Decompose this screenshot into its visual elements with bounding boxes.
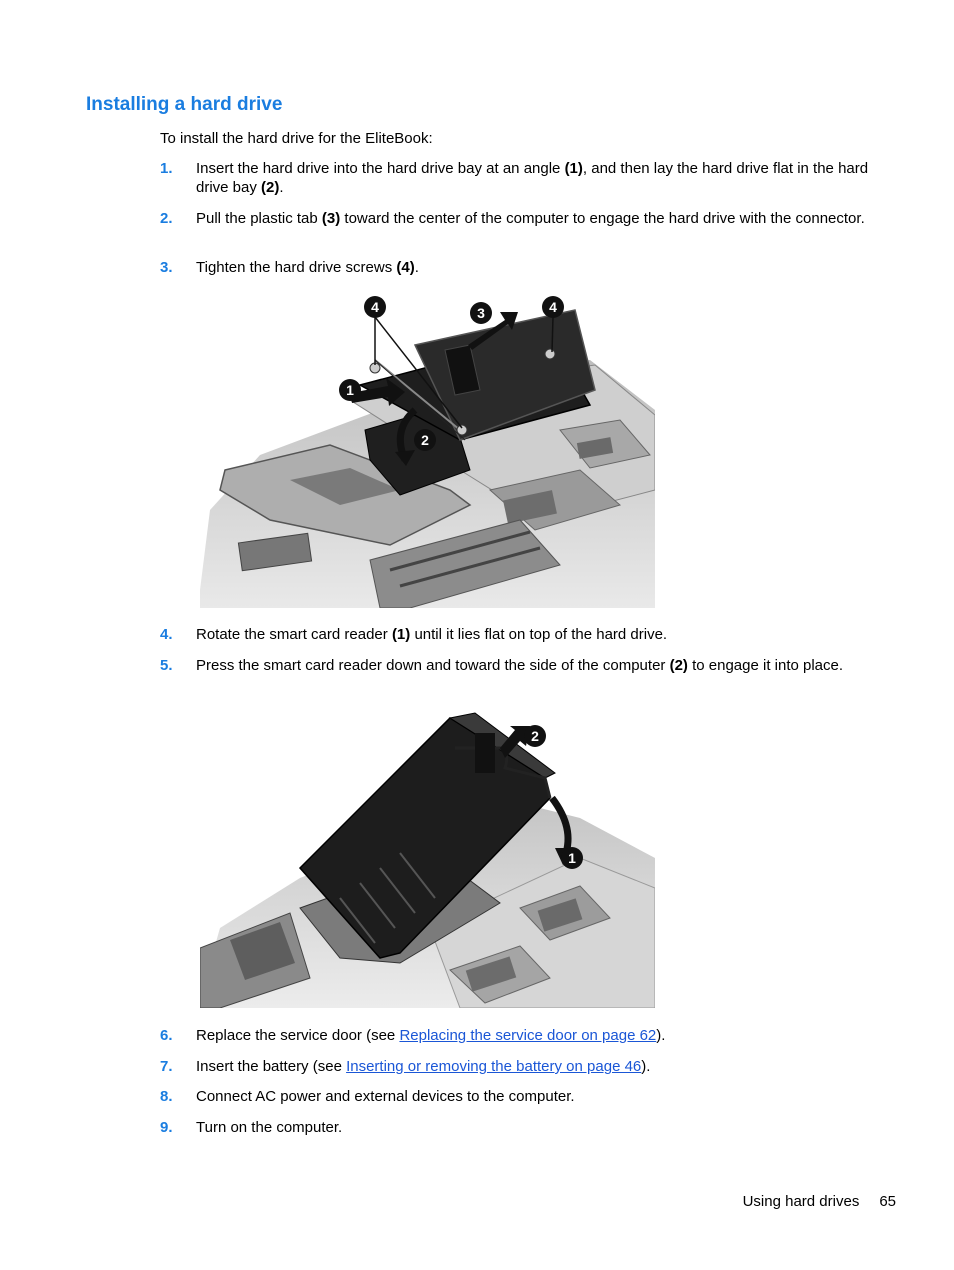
step-number: 4. [160,626,173,643]
page-footer [743,1192,896,1211]
step-text: Press the smart card reader down and toward the side of the computer (2) to engage it into place. [196,657,844,674]
step-number: 8. [160,1088,173,1105]
callout-label: 4 [371,299,379,315]
step-text: Pull the plastic tab (3) toward the center of the computer to engage the hard drive with the connector. [196,210,865,227]
step-text: Insert the hard drive into the hard drive bay at an angle (1), and then lay the hard drive flat in the hard drive bay (2). [196,160,869,196]
inserting-battery-link[interactable]: Inserting or removing the battery on page 46 [346,1058,642,1075]
step-number: 5. [160,657,173,674]
page-number: 65 [879,1193,896,1210]
step-text: Replace the service door (see Replacing the service door on page 62). [196,1027,666,1044]
step-text: Rotate the smart card reader (1) until it lies flat on top of the hard drive. [196,626,668,643]
callout-label: 2 [421,432,429,448]
intro-text: To install the hard drive for the EliteBook: [160,130,433,147]
hard-drive-install-illustration [200,290,655,608]
footer-section-title: Using hard drives [742,1193,860,1210]
step-text: Insert the battery (see Inserting or removing the battery on page 46). [196,1058,651,1075]
callout-label: 2 [531,728,539,744]
replacing-service-door-link[interactable]: Replacing the service door on page 62 [399,1027,657,1044]
step-number: 1. [160,160,173,177]
step-number: 7. [160,1058,173,1075]
step-text: Connect AC power and external devices to the computer. [196,1088,575,1105]
step-number: 9. [160,1119,173,1136]
step-number: 6. [160,1027,173,1044]
step-number: 3. [160,259,173,276]
smart-card-reader-illustration [200,708,655,1008]
callout-label: 3 [477,305,485,321]
step-text: Tighten the hard drive screws (4). [196,259,419,276]
callout-label: 4 [549,299,557,315]
step-number: 2. [160,210,173,227]
section-heading: Installing a hard drive [86,94,283,115]
step-text: Turn on the computer. [196,1119,343,1136]
callout-label: 1 [568,850,576,866]
callout-label: 1 [346,382,354,398]
